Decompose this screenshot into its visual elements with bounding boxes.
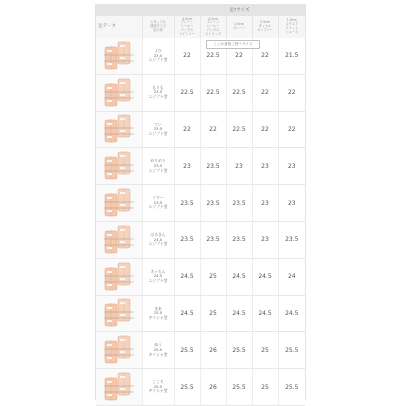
size-cell: 26 xyxy=(200,332,226,369)
staff-info-cell: てい 23.5 エジプト型 xyxy=(142,111,174,148)
foot-measure-icon xyxy=(102,114,136,144)
size-cell: 22 xyxy=(200,111,226,148)
size-cell: 23 xyxy=(174,148,200,185)
foot-data-cell xyxy=(96,111,142,148)
foot-measure-icon xyxy=(102,372,136,402)
size-cell: 23 xyxy=(252,148,278,185)
size-cell: 25 xyxy=(252,332,278,369)
staff-info-cell: よひ 23.5 エジプト型 xyxy=(142,38,174,74)
size-cell: 24.5 xyxy=(174,295,200,332)
size-cell: 25.5 xyxy=(226,369,252,406)
foot-data-cell xyxy=(96,332,142,369)
size-cell: 23 xyxy=(252,221,278,258)
size-cell: 23 xyxy=(226,148,252,185)
size-table xyxy=(96,4,305,406)
size-cell: 23.5 xyxy=(200,185,226,222)
size-cell: 23 xyxy=(278,185,305,222)
table-row xyxy=(96,148,305,185)
header-col-staff: スタッフ＆ 普段サイズ 足の形 xyxy=(142,16,174,38)
size-cell: 24.5 xyxy=(226,295,252,332)
foot-data-cell xyxy=(96,185,142,222)
size-cell: 23 xyxy=(252,185,278,222)
size-cell: 25 xyxy=(252,369,278,406)
foot-measure-icon xyxy=(102,41,136,71)
foot-measure-icon xyxy=(102,78,136,108)
size-cell: 23.5 xyxy=(174,185,200,222)
staff-info-cell: ゆう 25.0 ギリシャ型 xyxy=(142,332,174,369)
table-row xyxy=(96,111,305,148)
size-cell: 22 xyxy=(174,38,200,74)
size-cell: 25.5 xyxy=(278,332,305,369)
table-row xyxy=(96,258,305,295)
table-row xyxy=(96,38,305,74)
foot-data-cell xyxy=(96,295,142,332)
size-cell: 22 xyxy=(252,38,278,74)
staff-info-cell: ネッちん 24.5 エジプト型 xyxy=(142,258,174,295)
size-cell: 22.5 xyxy=(200,38,226,74)
foot-measure-icon xyxy=(102,151,136,181)
size-cell: 22 xyxy=(252,74,278,111)
foot-data-cell xyxy=(96,221,142,258)
size-cell: 24.5 xyxy=(226,258,252,295)
size-cell: 23.5 xyxy=(226,185,252,222)
size-cell: 23.5 xyxy=(226,221,252,258)
staff-info-cell: もりも 23.5 エジプト型 xyxy=(142,74,174,111)
size-cell: 25 xyxy=(200,258,226,295)
foot-data-cell xyxy=(96,148,142,185)
size-cell: 22.5 xyxy=(226,74,252,111)
header-group-row xyxy=(96,4,305,16)
size-cell: 22.5 xyxy=(226,111,252,148)
staff-info-cell: めりめり 23.5 エジプト型 xyxy=(142,148,174,185)
header-col-1: 4.5cm プレーン ヒールー パンプス ライトリー xyxy=(174,16,200,38)
size-cell: 22 xyxy=(174,111,200,148)
size-cell: 22.5 xyxy=(174,74,200,111)
table-row xyxy=(96,74,305,111)
staff-info-cell: まあ 25.0 ギリシャ型 xyxy=(142,295,174,332)
size-cell: 24 xyxy=(278,258,305,295)
size-cell: 23.5 xyxy=(200,148,226,185)
size-chart xyxy=(95,4,306,400)
foot-data-cell xyxy=(96,38,142,74)
size-cell: 25.5 xyxy=(174,332,200,369)
staff-info-cell: はるきん 24.0 エジプト型 xyxy=(142,221,174,258)
size-cell: 25.5 xyxy=(226,332,252,369)
size-cell: 24.5 xyxy=(252,258,278,295)
header-group-title: 足ｺサイズ xyxy=(174,4,305,16)
table-row xyxy=(96,295,305,332)
size-cell: 24.5 xyxy=(278,295,305,332)
size-cell: 23.5 xyxy=(174,221,200,258)
size-cell: 22 xyxy=(226,38,252,74)
foot-measure-icon xyxy=(102,262,136,292)
size-cell: 25.5 xyxy=(278,369,305,406)
size-cell: 26 xyxy=(200,369,226,406)
size-cell: 22 xyxy=(278,111,305,148)
header-col-4: 2.5cm タッセル ローファー xyxy=(252,16,278,38)
table-row xyxy=(96,332,305,369)
table-row xyxy=(96,221,305,258)
size-cell: 22 xyxy=(252,111,278,148)
size-cell: 23.5 xyxy=(278,221,305,258)
header-col-5: 1.0cm スクエア フラット シューズ xyxy=(278,16,305,38)
foot-measure-icon xyxy=(102,298,136,328)
foot-data-cell xyxy=(96,74,142,111)
foot-measure-icon xyxy=(102,188,136,218)
header-col-2: 4.5cm プレーン ヒールー パンプス ストラップ xyxy=(200,16,226,38)
size-cell: 24.5 xyxy=(252,295,278,332)
header-columns-row xyxy=(96,16,305,38)
size-cell: 21.5 xyxy=(278,38,305,74)
foot-measure-icon xyxy=(102,225,136,255)
header-col-3: 1.5cm プレーン xyxy=(226,16,252,38)
table-row xyxy=(96,185,305,222)
staff-info-cell: こころ 25.5 ギリシャ型 xyxy=(142,369,174,406)
size-cell: 25 xyxy=(200,295,226,332)
staff-info-cell: ソワー 23.5 エジプト型 xyxy=(142,185,174,222)
size-cell: 22 xyxy=(278,74,305,111)
size-cell: 24.5 xyxy=(174,258,200,295)
size-cell: 23.5 xyxy=(200,221,226,258)
size-cell: 25.5 xyxy=(174,369,200,406)
size-cell: 22.5 xyxy=(200,74,226,111)
foot-measure-icon xyxy=(102,335,136,365)
foot-data-cell xyxy=(96,258,142,295)
size-cell: 23 xyxy=(278,148,305,185)
usual-size-badge: ここが普段ご使うサイズ xyxy=(206,40,260,49)
header-foot-data: 足データ xyxy=(96,16,142,38)
